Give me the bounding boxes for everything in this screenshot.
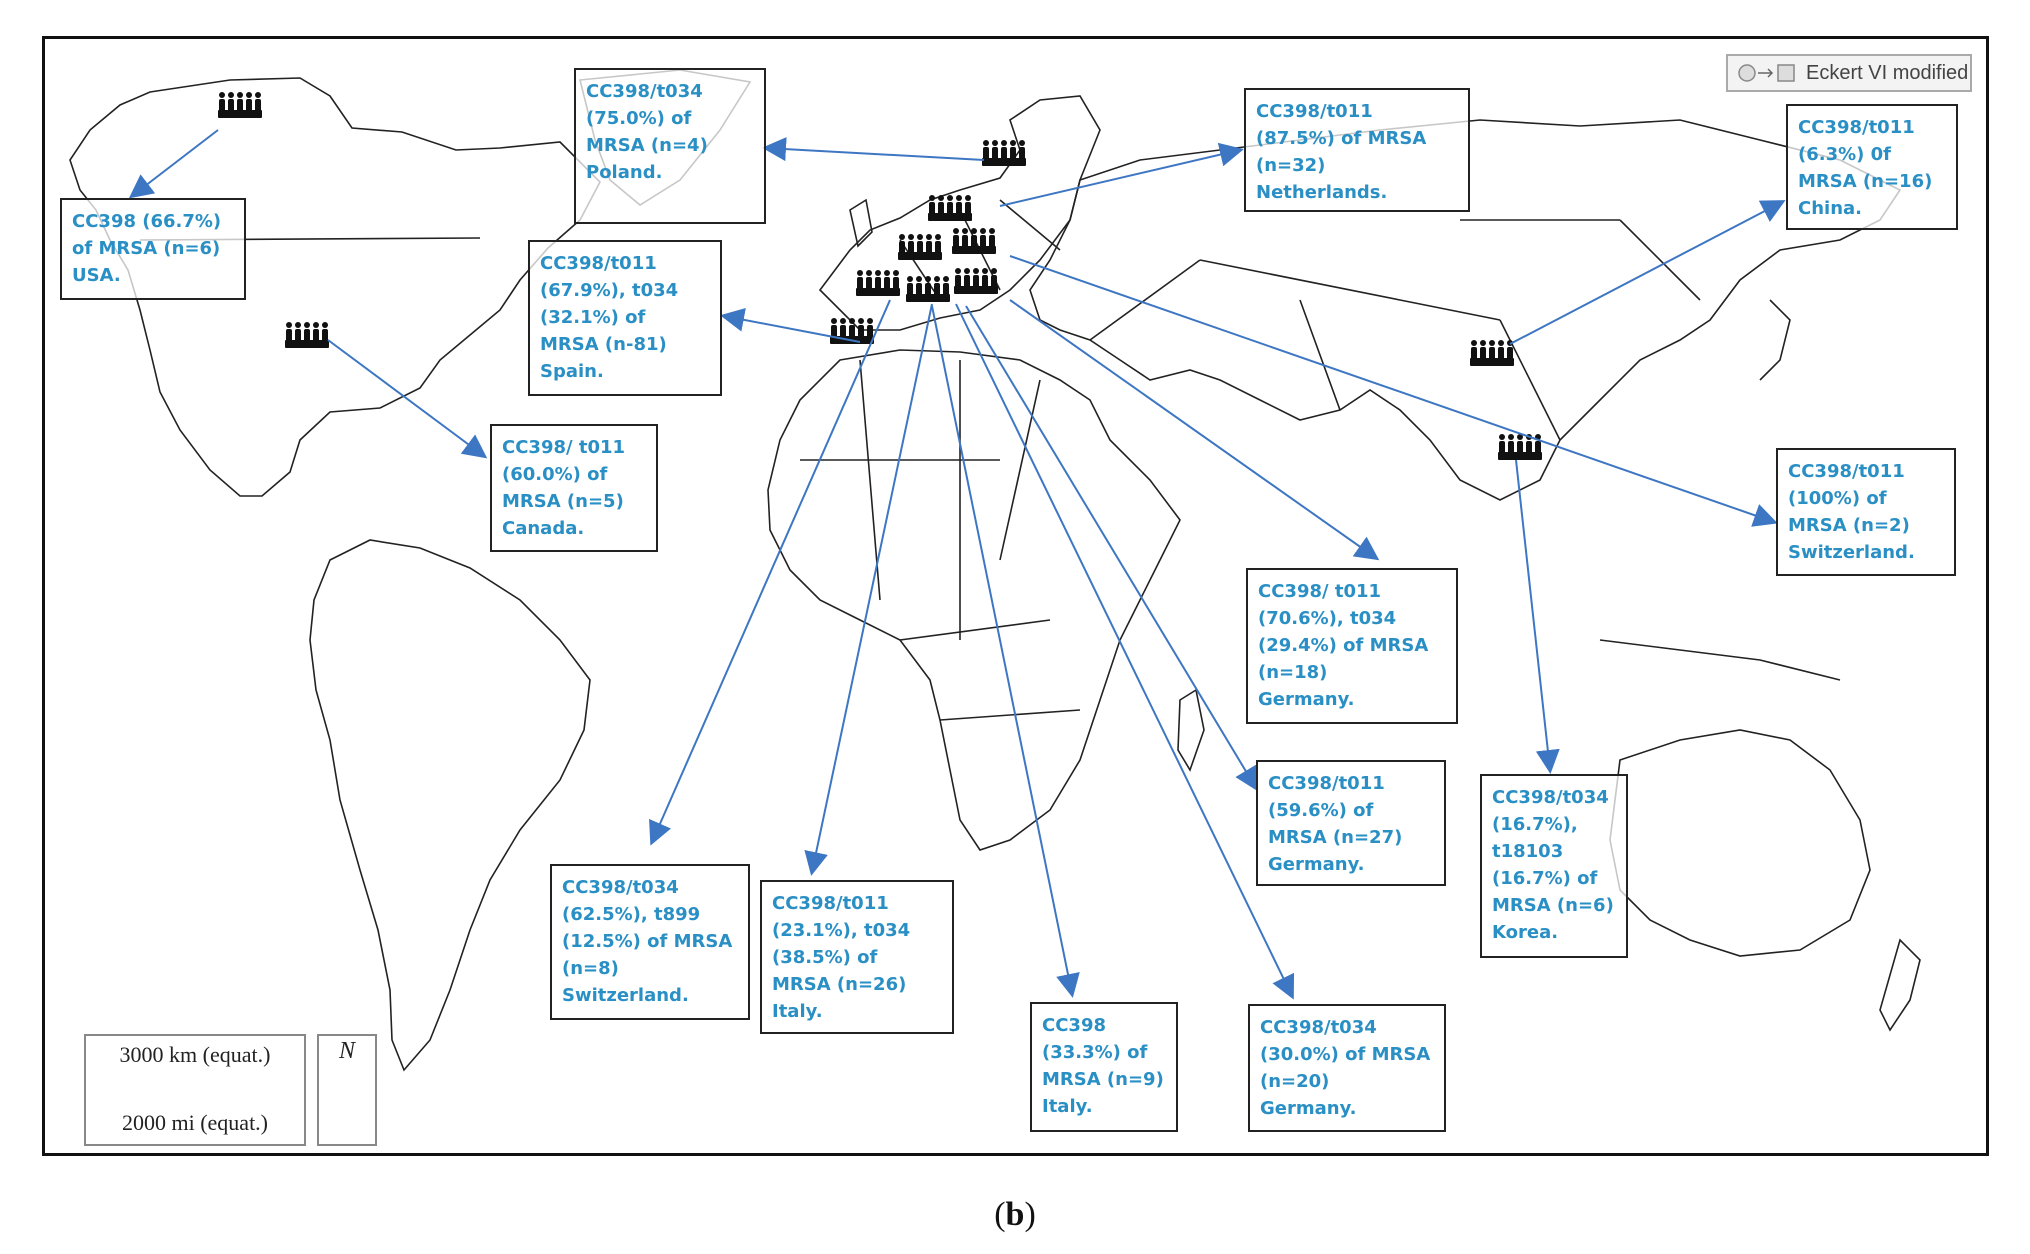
label-canada: CC398/ t011 (60.0%) of MRSA (n=5) Canada. [490, 424, 658, 552]
arrow-germany-3 [956, 304, 1292, 996]
label-switzerland-1: CC398/t011 (100%) of MRSA (n=2) Switzerland. [1776, 448, 1956, 576]
label-poland: CC398/t034 (75.0%) of MRSA (n=4) Poland. [574, 68, 766, 224]
arrow-china [1510, 202, 1782, 344]
arrow-spain [724, 316, 860, 342]
north-arrow-box [317, 1034, 377, 1146]
japan-outline [1760, 300, 1790, 380]
label-germany-2: CC398/t011 (59.6%) of MRSA (n=27) Germany. [1256, 760, 1446, 886]
arrow-poland [766, 148, 984, 160]
label-germany-1: CC398/ t011 (70.6%), t034 (29.4%) of MRSA (n=18) Germany. [1246, 568, 1458, 724]
projection-icon [1736, 62, 1800, 84]
africa-borders [800, 360, 1080, 720]
people-icon [954, 268, 998, 294]
label-germany-3: CC398/t034 (30.0%) of MRSA (n=20) Germany. [1248, 1004, 1446, 1132]
arrow-switzerland-1 [1010, 256, 1774, 522]
scale-mi-label: 2000 mi (equat.) [121, 1110, 269, 1135]
people-icon [906, 276, 950, 302]
australia-outline [1610, 730, 1870, 956]
arrow-italy-1 [812, 304, 932, 872]
arrow-canada [328, 340, 484, 456]
people-icon [898, 234, 942, 260]
label-italy-1: CC398/t011 (23.1%), t034 (38.5%) of MRSA (n=26) Italy. [760, 880, 954, 1034]
label-spain: CC398/t011 (67.9%), t034 (32.1%) of MRSA (n-81) Spain. [528, 240, 722, 396]
people-icon [218, 92, 262, 118]
projection-legend [1726, 54, 1972, 92]
africa-outline [768, 350, 1180, 850]
indonesia-outline [1600, 640, 1840, 680]
projection-label: Eckert VI modified [1806, 61, 1969, 84]
scale-legend [84, 1034, 306, 1146]
arrow-germany-1 [1010, 300, 1376, 558]
new-zealand-outline [1880, 940, 1920, 1030]
north-label: N [338, 1038, 355, 1064]
continent-outlines [70, 70, 1920, 1070]
label-china: CC398/t011 (6.3%) 0f MRSA (n=16) China. [1786, 104, 1958, 230]
people-icon [952, 228, 996, 254]
scale-km-label: 3000 km (equat.) [119, 1042, 271, 1067]
people-icon [928, 195, 972, 221]
figure-caption: (b) [994, 1196, 1036, 1233]
caption-letter: b [1005, 1196, 1025, 1233]
south-america-outline [310, 540, 590, 1070]
label-italy-2: CC398 (33.3%) of MRSA (n=9) Italy. [1030, 1002, 1178, 1132]
label-usa: CC398 (66.7%) of MRSA (n=6) USA. [60, 198, 246, 300]
people-icon [856, 270, 900, 296]
arrow-usa [132, 130, 218, 196]
people-icon [982, 140, 1026, 166]
people-icon [285, 322, 329, 348]
label-netherlands: CC398/t011 (87.5%) of MRSA (n=32) Netherlands. [1244, 88, 1470, 212]
label-korea: CC398/t034 (16.7%), t18103 (16.7%) of MRSA (n=6) Korea. [1480, 774, 1628, 958]
arrow-korea [1516, 460, 1550, 770]
madagascar-outline [1178, 690, 1204, 770]
arrow-netherlands [1000, 150, 1240, 206]
people-icon [1470, 340, 1514, 366]
label-switzerland-2: CC398/t034 (62.5%), t899 (12.5%) of MRSA (n=8) Switzerland. [550, 864, 750, 1020]
